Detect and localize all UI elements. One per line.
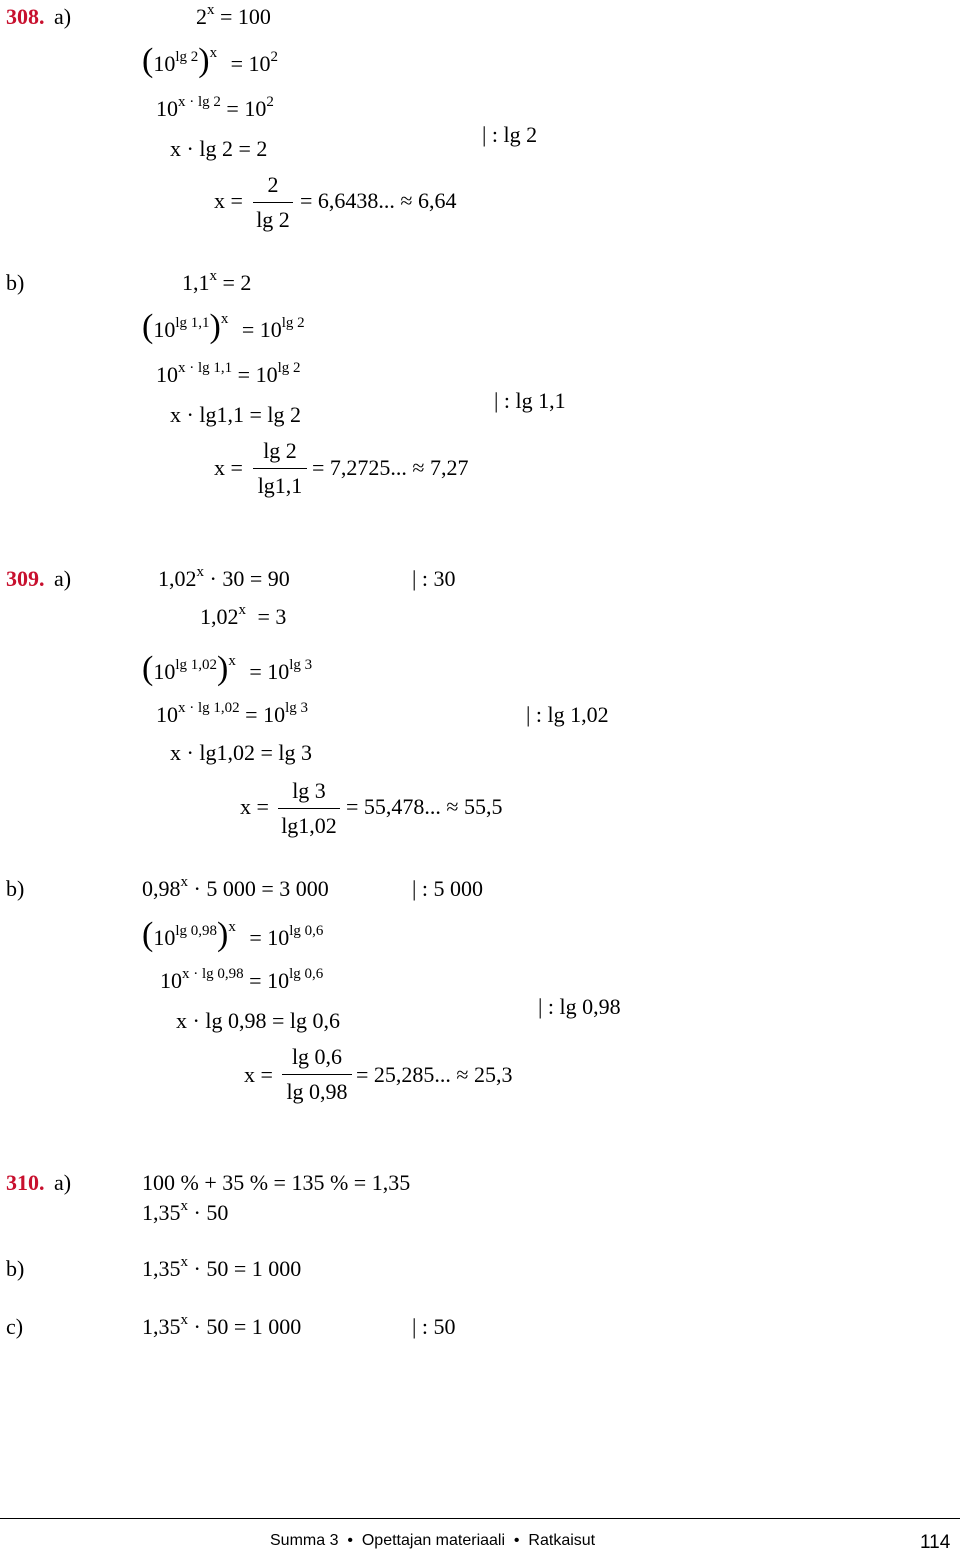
op-310c: | : 50 [412,1314,456,1339]
eq-310c-1: 1,35$^x$ · 50 = 1 000 [142,1312,302,1339]
footer-rule [0,1518,960,1519]
frac-308b: lg 2 lg1,1 [253,440,307,497]
op-309a-2: | : lg 1,02 [526,702,609,727]
eq-308a-5-lhs: x = [214,188,243,213]
problem-309a-label: a) [54,566,72,591]
problem-308b-label: b) [6,270,25,295]
eq-308b-4: x · lg1,1 = lg 2 [170,402,301,427]
eq-308b-5-rhs: = 7,2725... ≈ 7,27 [312,455,469,480]
eq-308a-2: $(10^{lg 2})^x = 10^2$ [142,42,278,79]
frac-309b: lg 0,6 lg 0,98 [282,1046,352,1103]
eq-309a-3: $(10^{lg 1,02})^x = 10^{lg 3}$ [142,650,313,687]
eq-309b-2: $(10^{lg 0,98})^x = 10^{lg 0,6}$ [142,916,324,953]
eq-310a-1: 100 % + 35 % = 135 % = 1,35 [142,1170,411,1195]
eq-309b-1: 0,98$^x$ · 5 000 = 3 000 [142,874,329,901]
eq-309b-4: x · lg 0,98 = lg 0,6 [176,1008,340,1033]
eq-309b-5-rhs: = 25,285... ≈ 25,3 [356,1062,513,1087]
eq-309b-5-lhs: x = [244,1062,273,1087]
eq-309a-1: 1,02$^x$ · 30 = 90 [158,564,290,591]
frac-309a: lg 3 lg1,02 [278,780,340,837]
eq-309a-4: $10^{x \cdot lg 1,02} = 10^{lg 3}$ [156,700,309,727]
eq-309a-6-lhs: x = [240,794,269,819]
problem-309b-label: b) [6,876,25,901]
op-308b: | : lg 1,1 [494,388,566,413]
problem-310-number: 310. [6,1170,45,1195]
eq-309a-6-rhs: = 55,478... ≈ 55,5 [346,794,503,819]
problem-310b-label: b) [6,1256,25,1281]
eq-308b-1: 1,1$^x$ = 2 [182,268,252,295]
eq-309b-3: $10^{x \cdot lg 0,98} = 10^{lg 0,6}$ [160,966,324,993]
eq-310a-2: 1,35$^x$ · 50 [142,1198,229,1225]
eq-309a-5: x · lg1,02 = lg 3 [170,740,312,765]
problem-309-number: 309. [6,566,45,591]
eq-308b-5-lhs: x = [214,455,243,480]
op-309b-2: | : lg 0,98 [538,994,621,1019]
op-308a: | : lg 2 [482,122,538,147]
eq-310b-1: 1,35$^x$ · 50 = 1 000 [142,1254,302,1281]
eq-308a-1: 2$^x$ = 100 [196,2,271,29]
problem-310c-label: c) [6,1314,24,1339]
op-309b-1: | : 5 000 [412,876,484,901]
footer-text: Summa 3 • Opettajan materiaali • Ratkaisut [270,1532,596,1549]
op-309a-1: | : 30 [412,566,456,591]
problem-310a-label: a) [54,1170,72,1195]
eq-308a-5-rhs: = 6,6438... ≈ 6,64 [300,188,457,213]
eq-308b-3: $10^{x \cdot lg 1,1} = 10^{lg 2}$ [156,360,301,387]
eq-308a-3: $10^{x \cdot lg 2} = 10^2$ [156,94,274,121]
eq-308a-4: x · lg 2 = 2 [170,136,268,161]
problem-308a-label: a) [54,4,72,29]
problem-308-number: 308. [6,4,45,29]
frac-308a: 2 lg 2 [253,174,293,231]
page-number: 114 [920,1532,951,1553]
eq-308b-2: $(10^{lg 1,1})^x = 10^{lg 2}$ [142,308,305,345]
eq-309a-2: 1,02$^x$ = 3 [200,602,287,629]
